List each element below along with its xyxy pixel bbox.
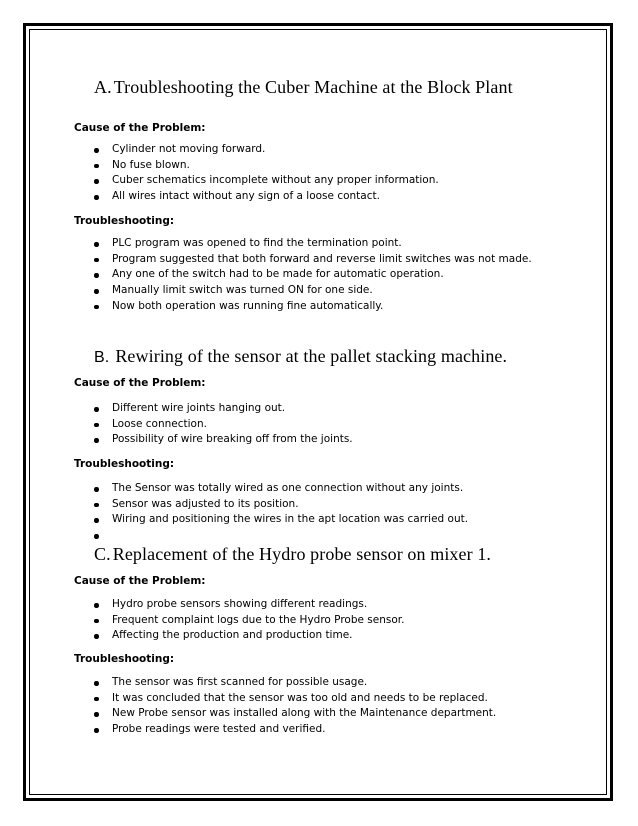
list-item: Affecting the production and production time. xyxy=(74,628,404,644)
section-c-cause-list xyxy=(74,597,404,644)
section-a-letter: A. xyxy=(94,77,112,97)
list-item: Any one of the switch had to be made for automatic operation. xyxy=(74,267,532,283)
section-a-cause-list xyxy=(74,142,439,205)
list-item: Cylinder not moving forward. xyxy=(74,142,439,158)
list-item: Probe readings were tested and verified. xyxy=(74,722,496,738)
section-b-troubleshooting-list xyxy=(74,481,468,544)
section-c-heading xyxy=(94,544,491,565)
section-b-title: Rewiring of the sensor at the pallet stacking machine. xyxy=(115,346,508,366)
section-a-cause-label: Cause of the Problem: xyxy=(74,122,206,134)
list-item: Loose connection. xyxy=(74,417,353,433)
section-a-heading xyxy=(94,77,513,98)
section-a-troubleshooting-list xyxy=(74,236,532,314)
list-item: The sensor was first scanned for possible usage. xyxy=(74,675,496,691)
list-item xyxy=(74,528,468,544)
list-item: Now both operation was running fine automatically. xyxy=(74,299,532,315)
list-item: Hydro probe sensors showing different readings. xyxy=(74,597,404,613)
list-item: New Probe sensor was installed along with the Maintenance department. xyxy=(74,706,496,722)
list-item: Program suggested that both forward and reverse limit switches was not made. xyxy=(74,252,532,268)
section-a-troubleshooting-label: Troubleshooting: xyxy=(74,215,175,227)
list-item: Frequent complaint logs due to the Hydro Probe sensor. xyxy=(74,613,404,629)
section-c-cause-label: Cause of the Problem: xyxy=(74,575,206,587)
section-b-cause-label: Cause of the Problem: xyxy=(74,377,206,389)
section-c-letter: C. xyxy=(94,544,111,564)
section-c-troubleshooting-label: Troubleshooting: xyxy=(74,653,175,665)
list-item: Manually limit switch was turned ON for one side. xyxy=(74,283,532,299)
section-c-troubleshooting-list xyxy=(74,675,496,738)
list-item: No fuse blown. xyxy=(74,158,439,174)
section-b-letter: B. xyxy=(94,349,110,366)
section-b-troubleshooting-label: Troubleshooting: xyxy=(74,458,175,470)
list-item: It was concluded that the sensor was too old and needs to be replaced. xyxy=(74,691,496,707)
section-b-heading xyxy=(94,346,507,367)
list-item: Sensor was adjusted to its position. xyxy=(74,497,468,513)
list-item: PLC program was opened to find the termination point. xyxy=(74,236,532,252)
section-c-title: Replacement of the Hydro probe sensor on mixer 1. xyxy=(112,544,492,564)
list-item: The Sensor was totally wired as one connection without any joints. xyxy=(74,481,468,497)
list-item: Different wire joints hanging out. xyxy=(74,401,353,417)
list-item: Possibility of wire breaking off from the joints. xyxy=(74,432,353,448)
list-item: Wiring and positioning the wires in the apt location was carried out. xyxy=(74,512,468,528)
list-item: Cuber schematics incomplete without any proper information. xyxy=(74,173,439,189)
section-b-cause-list xyxy=(74,401,353,448)
list-item: All wires intact without any sign of a loose contact. xyxy=(74,189,439,205)
section-a-title: Troubleshooting the Cuber Machine at the Block Plant xyxy=(113,77,513,97)
